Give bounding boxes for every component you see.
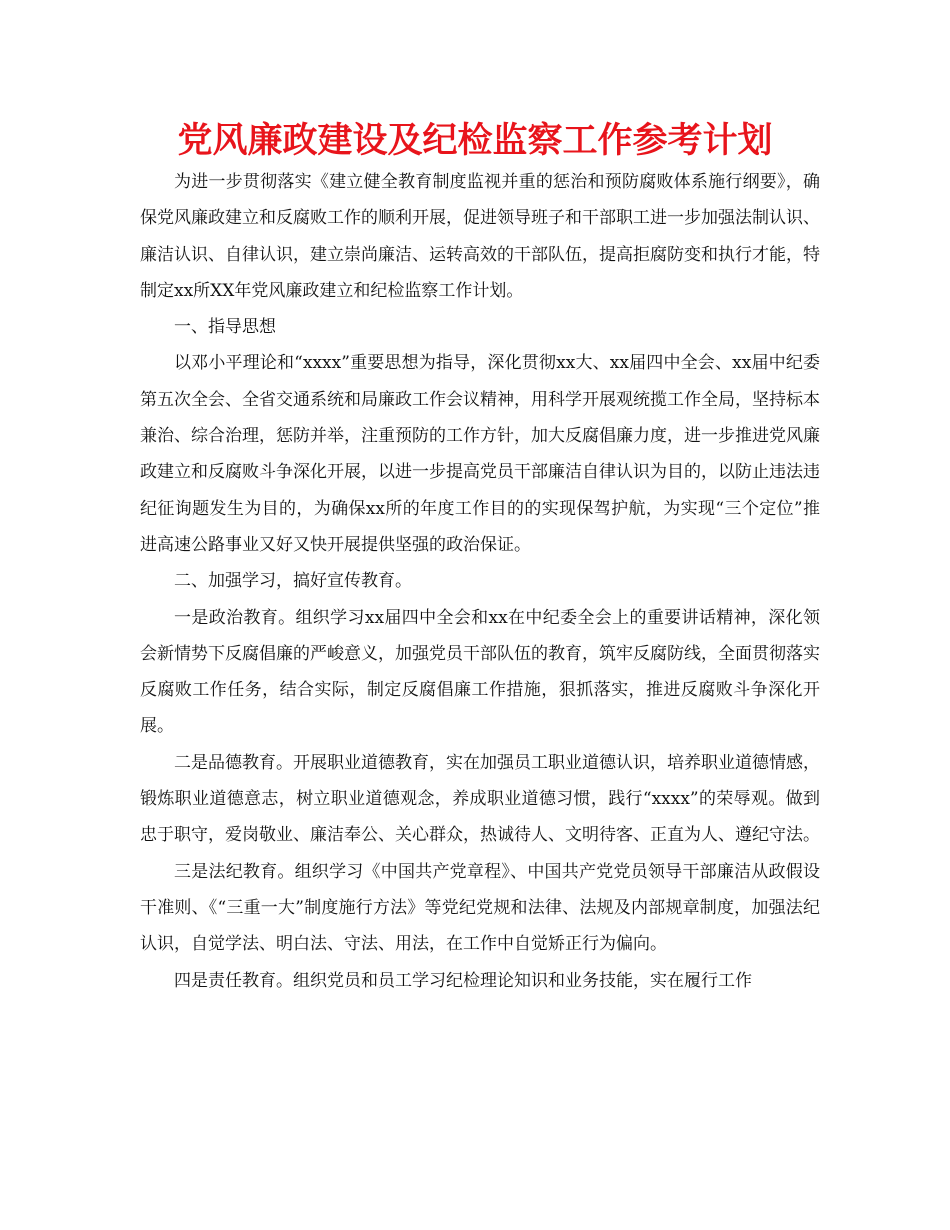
document-title: 党风廉政建设及纪检监察工作参考计划 — [177, 121, 773, 161]
paragraph-responsibility-education: 四是责任教育。组织党员和员工学习纪检理论知识和业务技能，实在履行工作 — [174, 970, 752, 991]
paragraph-legal-education: 三是法纪教育。组织学习《中国共产党章程》、中国共产党党员领导干部廉洁从政假设干准则、《“三重一大”制度施行方法》等党纪党规和法律、法规及内部规章制度，加强法纪认识，自觉学法、明白法、守法、用法，在工作中自觉矫正行为偏向。 — [140, 861, 820, 955]
paragraph-political-education: 一是政治教育。组织学习xx届四中全会和xx在中纪委全会上的重要讲话精神，深化领会新情势下反腐倡廉的严峻意义，加强党员干部队伍的教育，筑牢反腐防线，全面贯彻落实反腐败工作任务，结合实际，制定反腐倡廉工作措施，狠抓落实，推进反腐败斗争深化开展。 — [140, 607, 820, 737]
section-heading-study-education: 二、加强学习，搞好宣传教育。 — [174, 571, 412, 592]
paragraph-intro: 为进一步贯彻落实《建立健全教育制度监视并重的惩治和预防腐败体系施行纲要》，确保党风廉政建立和反腐败工作的顺利开展，促进领导班子和干部职工进一步加强法制认识、廉洁认识、自律认识，建立崇尚廉洁、运转高效的干部队伍，提高拒腐防变和执行才能，特制定xx所XX年党风廉政建立和纪检监察工作计划。 — [140, 172, 820, 301]
document-body — [140, 164, 820, 999]
paragraph-guiding-ideology: 以邓小平理论和“xxxx”重要思想为指导，深化贯彻xx大、xx届四中全会、xx届中纪委第五次全会、全省交通系统和局廉政工作会议精神，用科学开展观统揽工作全局，坚持标本兼治、综合治理，惩防并举，注重预防的工作方针，加大反腐倡廉力度，进一步推进党风廉政建立和反腐败斗争深化开展，以进一步提高党员干部廉洁自律认识为目的，以防止违法违纪征询题发生为目的，为确保xx所的年度工作目的的实现保驾护航，为实现“三个定位”推进高速公路事业又好又快开展提供坚强的政治保证。 — [140, 353, 820, 555]
paragraph-moral-education: 二是品德教育。开展职业道德教育，实在加强员工职业道德认识，培养职业道德情感，锻炼职业道德意志，树立职业道德观念，养成职业道德习惯，践行“xxxx”的荣辱观。做到忠于职守，爱岗敬业、廉洁奉公、关心群众，热诚待人、文明待客、正直为人、遵纪守法。 — [140, 752, 820, 846]
section-heading-guiding-ideology: 一、指导思想 — [174, 317, 276, 338]
